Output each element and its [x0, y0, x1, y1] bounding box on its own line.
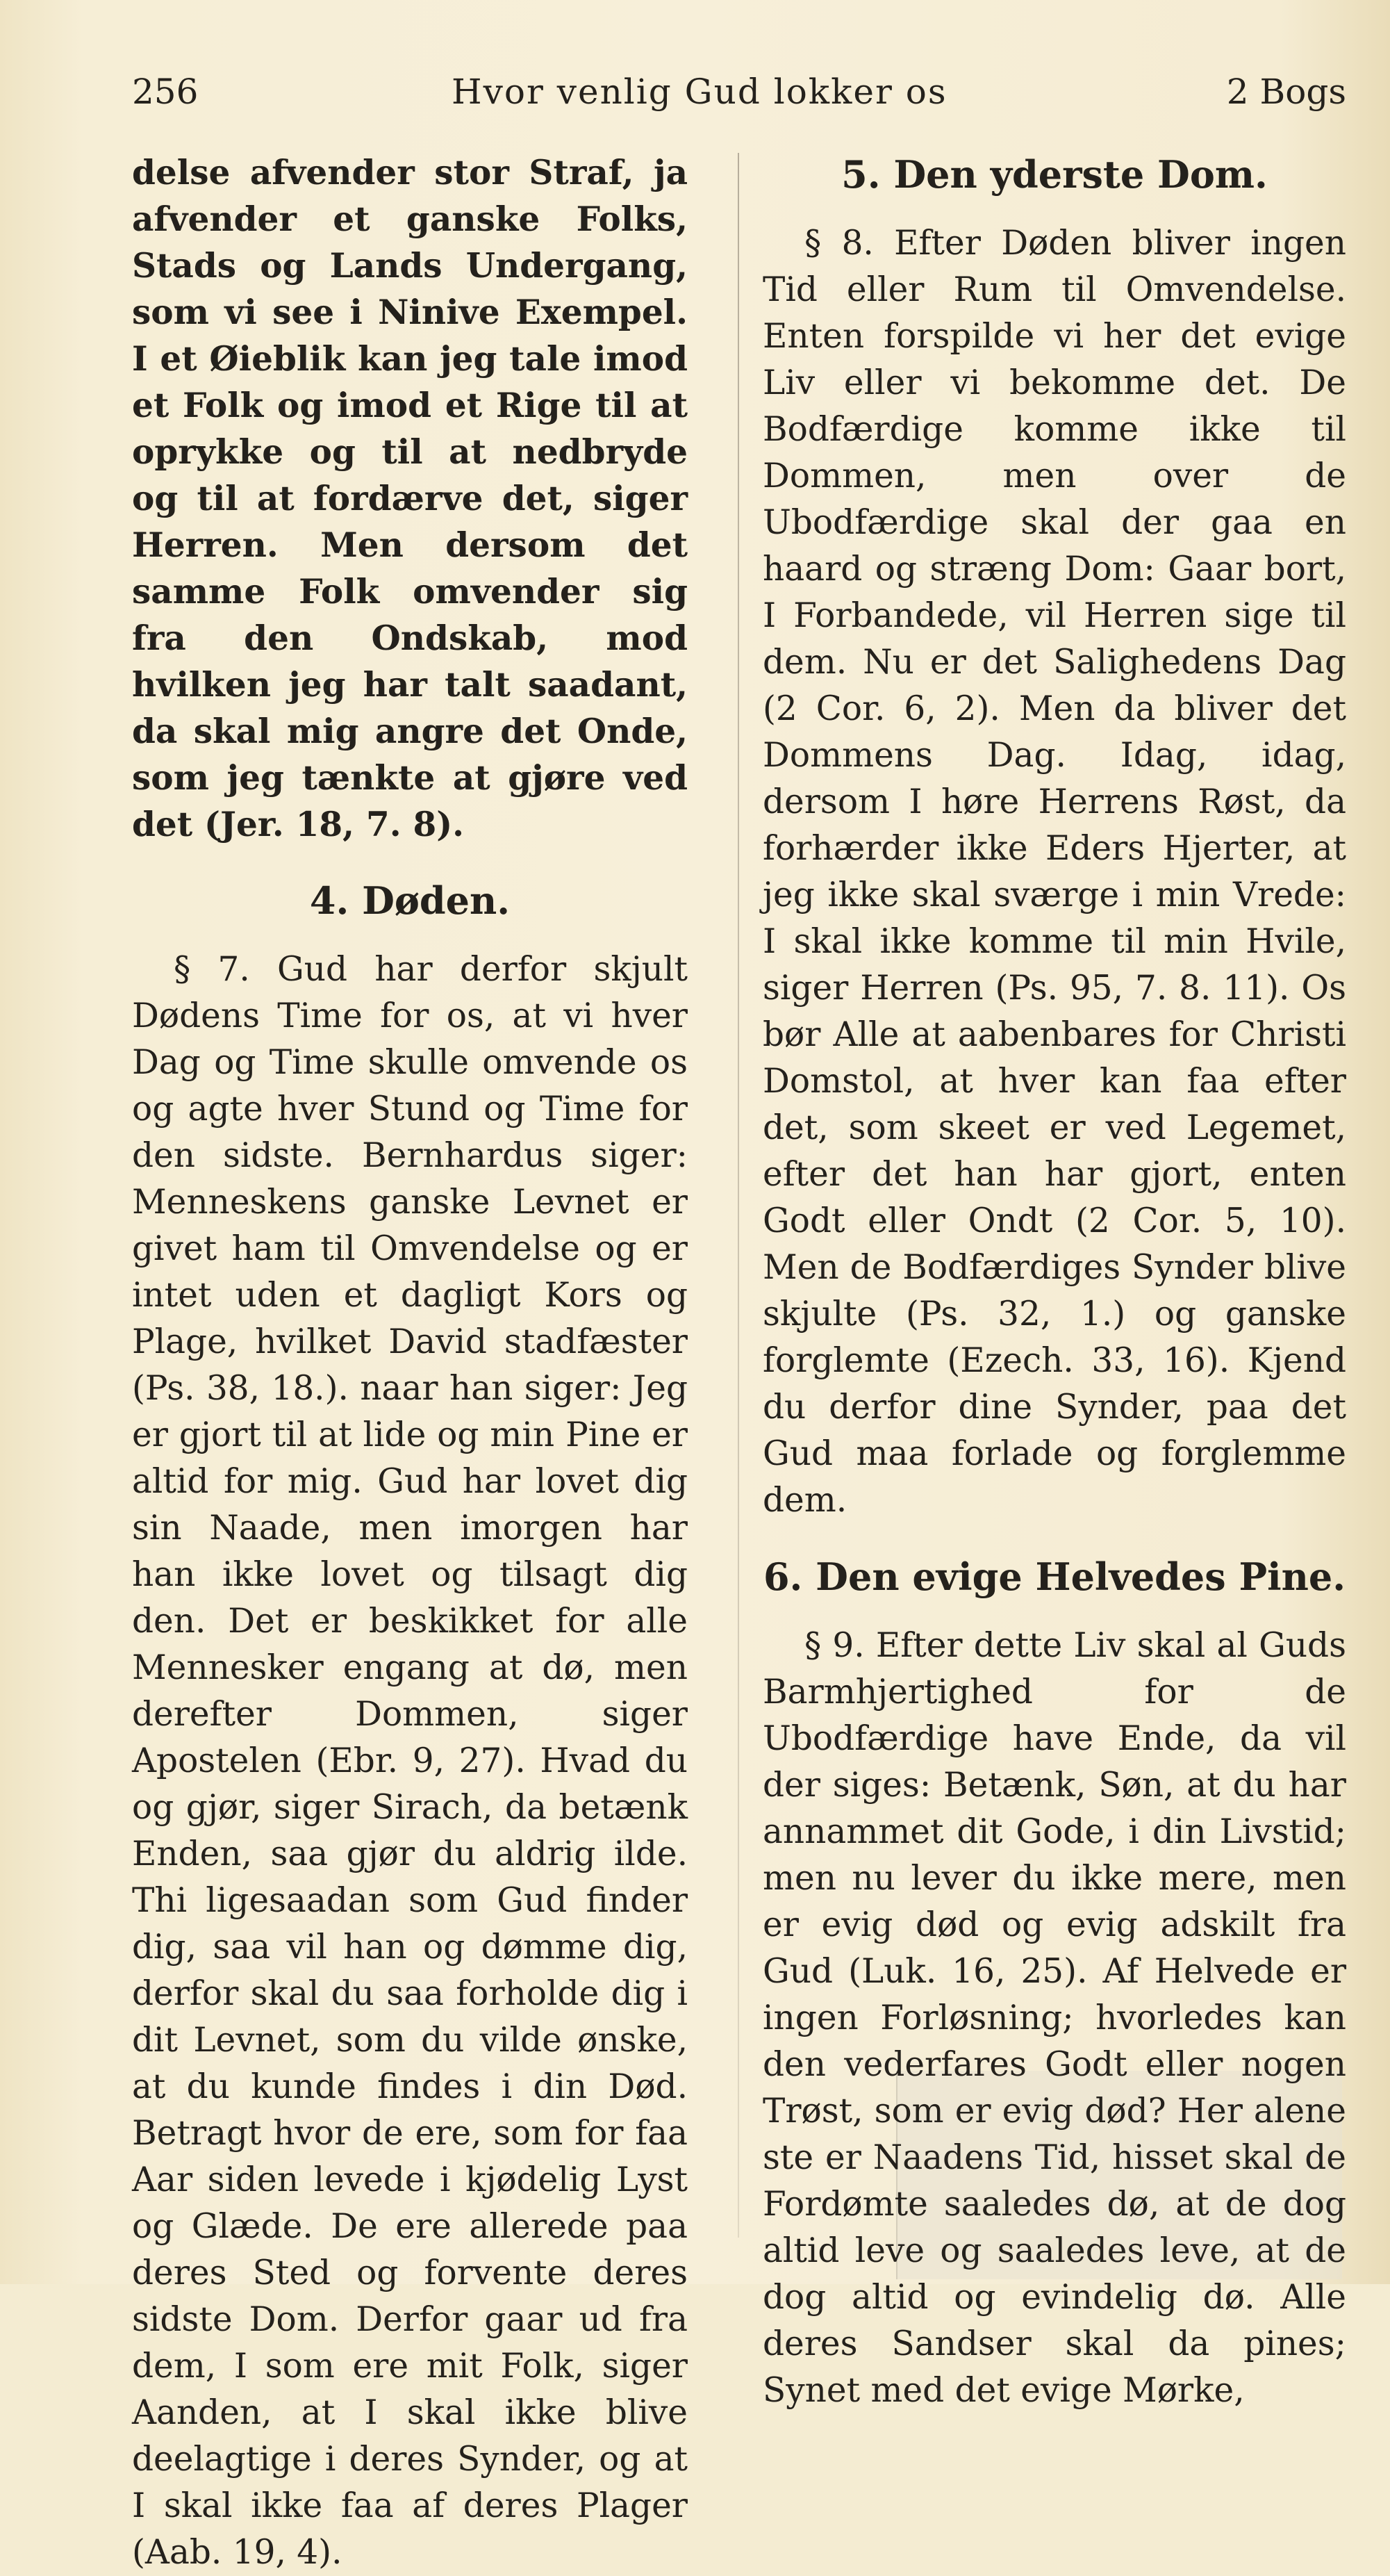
continued-paragraph: delse afvender stor Straf, ja afvender et ganske Folks, Stads og Lands Undergang, som vi see i Ninive Exempel. I et Øieblik kan jeg tale imod et Folk og imod et Rige til at oprykke og til at nedbryde og til at fordærve det, siger Herren. Men dersom det samme Folk omvender sig fra den Ondskab, mod hvilken jeg har talt saadant, da skal mig angre det Onde, som jeg tænkte at gjøre ved det (Jer. 18, 7. 8). — [132, 153, 688, 844]
page-number: 256 — [132, 72, 199, 112]
section-heading-helvedes-pine: 6. Den evige Helvedes Pine. — [763, 1554, 1346, 1599]
column-divider — [738, 153, 739, 2238]
section-7-paragraph: § 7. Gud har derfor skjult Dødens Time for os, at vi hver Dag og Time skulle omvende os og agte hver Stund og Time for den sidste. Bernhardus siger: Menneskens ganske Levnet er givet ham til Omvendelse og er intet uden et dagligt Kors og Plage, hvilket David stadfæster (Ps. 38, 18.). naar han siger: Jeg er gjort til at lide og min Pine er altid for mig. Gud har lovet dig sin Naade, men imorgen har han ikke lovet og tilsagt dig den. Det er beskikket for alle Mennesker engang at dø, men derefter Dommen, siger Apostelen (Ebr. 9, 27). Hvad du og gjør, siger Sirach, da betænk Enden, saa gjør du aldrig ilde. Thi ligesaadan som Gud finder dig, saa vil han og dømme dig, derfor skal du saa forholde dig i dit Levnet, som du vilde ønske, at du kunde findes i din Død. Betragt hvor de ere, som for faa Aar siden levede i kjødelig Lyst og Glæde. De ere allerede paa deres Sted og forvente deres sidste Dom. Derfor gaar ud fra dem, I som ere mit Folk, siger Aanden, at I skal ikke blive deelagtige i deres Synder, og at I skal ikke faa af deres Plager (Aab. 19, 4). — [132, 950, 688, 2572]
running-title: Hvor venlig Gud lokker os — [452, 72, 948, 112]
section-heading-doden: 4. Døden. — [309, 878, 511, 923]
section-8-paragraph: § 8. Efter Døden bliver ingen Tid eller Rum til Omvendelse. Enten forspilde vi her det evige Liv eller vi bekomme det. De Bodfærdige komme ikke til Dommen, men over de Ubodfærdige skal der gaa en haard og stræng Dom: Gaar bort, I Forbandede, vil Herren sige til dem. Nu er det Salighedens Dag (2 Cor. 6, 2). Men da bliver det Dommens Dag. Idag, idag, dersom I høre Herrens Røst, da forhærder ikke Eders Hjerter, at jeg ikke skal sværge i min Vrede: I skal ikke komme til min Hvile, siger Herren (Ps. 95, 7. 8. 11). Os bør Alle at aabenbares for Christi Domstol, at hver kan faa efter det, som skeet er ved Legemet, efter det han har gjort, enten Godt eller Ondt (2 Cor. 5, 10). Men de Bodfærdiges Synder blive skjulte (Ps. 32, 1.) og ganske forglemte (Ezech. 33, 16). Kjend du derfor dine Synder, paa det Gud maa forlade og forglemme dem. — [763, 224, 1346, 1520]
left-column — [132, 149, 688, 2576]
page-header — [132, 64, 1346, 120]
right-column — [763, 149, 1346, 2414]
book-reference: 2 Bogs — [1226, 72, 1346, 112]
section-heading-yderste-dom: 5. Den yderste Dom. — [841, 152, 1268, 197]
section-9-paragraph: § 9. Efter dette Liv skal al Guds Barmhjertighed for de Ubodfærdige have Ende, da vil der siges: Betænk, Søn, at du har annammet dit Gode, i din Livstid; men nu lever du ikke mere, men er evig død og evig adskilt fra Gud (Luk. 16, 25). Af Helvede er ingen Forløsning; hvorledes kan den vederfares Godt eller nogen Trøst, som er evig død? Her alene ste er Naadens Tid, hisset skal de Fordømte saaledes dø, at de dog altid leve og saaledes leve, at de dog altid og evindelig dø. Alle deres Sandser skal da pines; Synet med det evige Mørke, — [763, 1626, 1346, 2410]
